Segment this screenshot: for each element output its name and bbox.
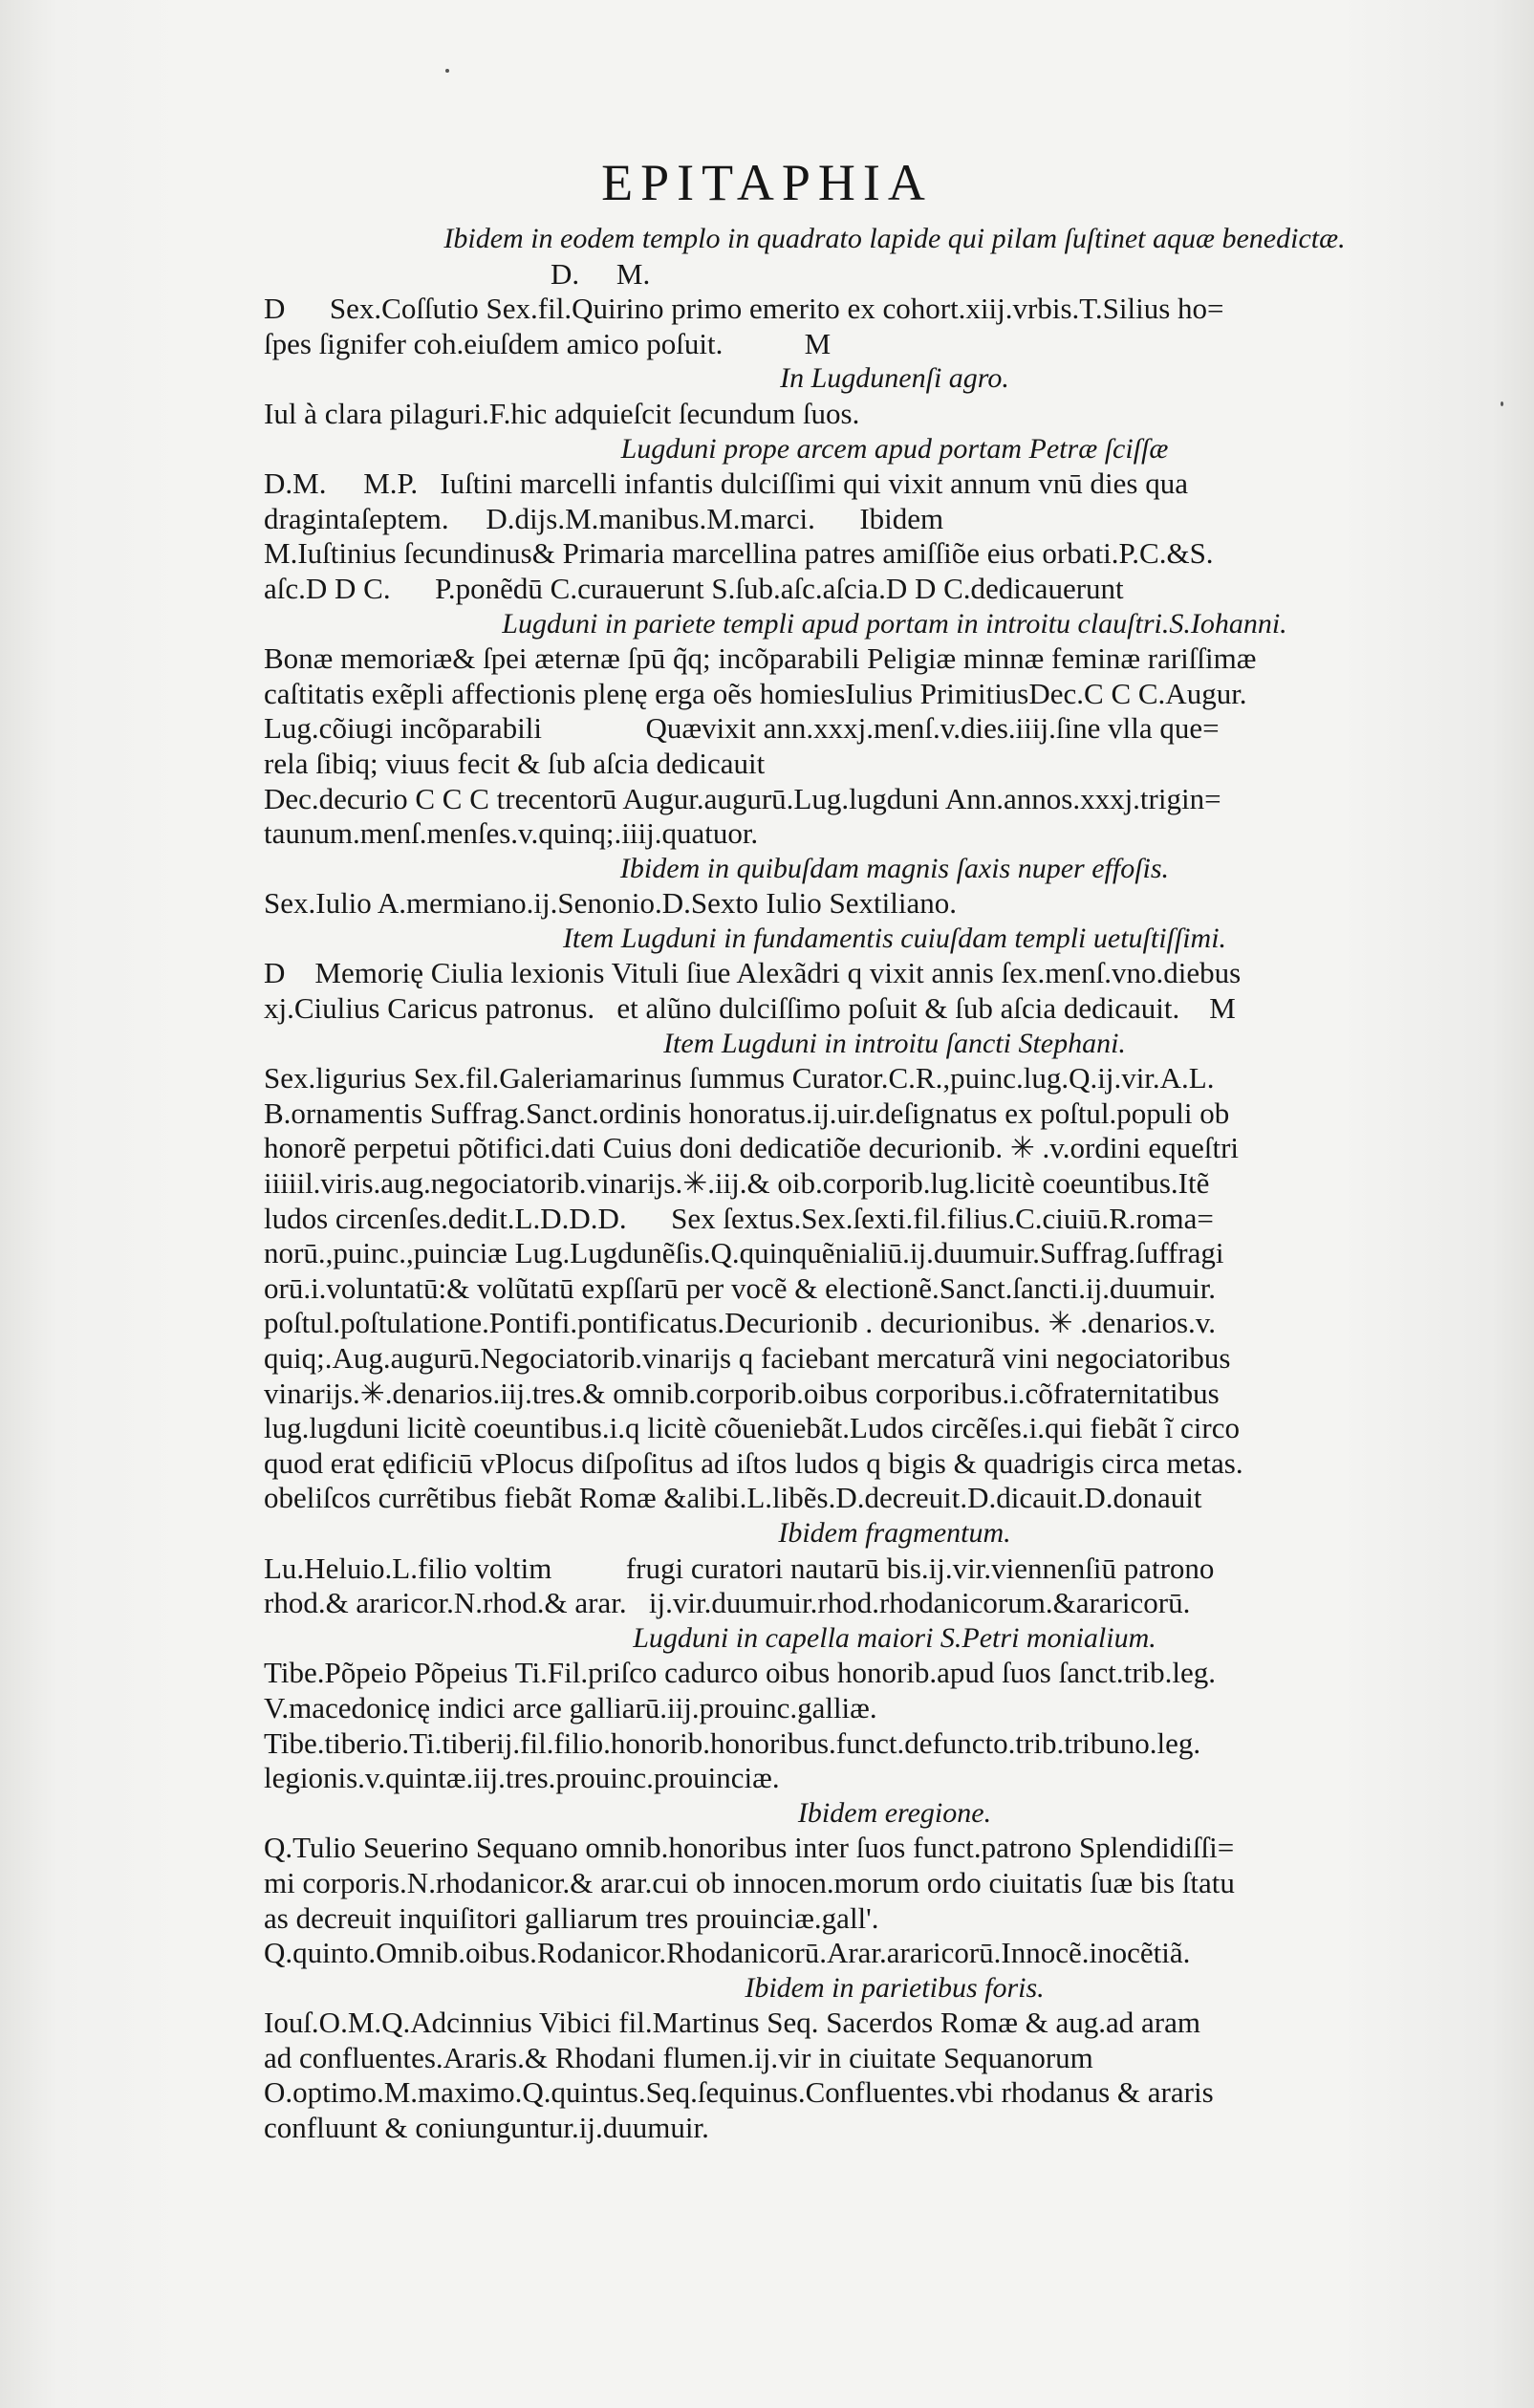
text-line: V.macedonicę indici arce galliarū.iij.prouinc.galliæ.	[264, 1690, 877, 1725]
text-line: B.ornamentis Suffrag.Sanct.ordinis honoratus.ij.uir.deſignatus ex poſtul.populi ob	[264, 1096, 1230, 1130]
text-line: Sex.Iulio A.mermiano.ij.Senonio.D.Sexto Iulio Sextiliano.	[264, 886, 958, 921]
text-line: norū.,puinc.,puinciæ Lug.Lugdunẽſis.Q.quinquẽnialiū.ij.duumuir.Suffrag.ſuffragi	[264, 1236, 1224, 1270]
text-line: ludos circenſes.dedit.L.D.D.D. Sex ſextus.Sex.ſexti.fil.filius.C.ciuiū.R.roma=	[264, 1201, 1214, 1235]
text-line: D Memorię Ciulia lexionis Vituli ſiue Alexãdri q vixit annis ſex.menſ.vno.diebus	[264, 956, 1242, 990]
text-line: quod erat ędificiū vPlocus diſpoſitus ad iſtos ludos q bigis & quadrigis circa metas.	[264, 1445, 1243, 1480]
epitaph-text-block	[264, 222, 1525, 2146]
text-line: obeliſcos currẽtibus fiebãt Romæ &alibi.L.libẽs.D.decreuit.D.dicauit.D.donauit	[264, 1481, 1202, 1515]
section-heading: Ibidem fragmentum.	[778, 1516, 1011, 1549]
text-line: iiiiil.viris.aug.negociatorib.vinarijs.✳.iij.& oib.corporib.lug.licitè coeuntibus.Itẽ	[264, 1166, 1210, 1201]
text-line: Iouſ.O.M.Q.Adcinnius Vibici fil.Martinus Seq. Sacerdos Romæ & aug.ad aram	[264, 2006, 1200, 2040]
text-line: orū.i.voluntatū:& volũtatū expſſarū per vocẽ & electionẽ.Sanct.ſancti.ij.duumuir.	[264, 1270, 1217, 1305]
text-line: vinarijs.✳.denarios.iij.tres.& omnib.corporib.oibus corporibus.i.cõfraternitatibus	[264, 1376, 1220, 1410]
section-heading: Lugduni in pariete templi apud portam in introitu clauſtri.S.Iohanni.	[502, 607, 1287, 640]
text-line: as decreuit inquiſitori galliarum tres prouinciæ.gall'.	[264, 1900, 879, 1935]
text-line: Tibe.tiberio.Ti.tiberij.fil.filio.honorib.honoribus.funct.defuncto.trib.tribuno.leg.	[264, 1725, 1201, 1760]
section-heading: Ibidem in quibuſdam magnis ſaxis nuper effoſis.	[619, 852, 1170, 884]
section-heading: Lugduni in capella maiori S.Petri monialium.	[633, 1621, 1156, 1654]
section-heading: Lugduni prope arcem apud portam Petræ ſciſſæ	[620, 432, 1169, 465]
text-line: Lug.cõiugi incõparabili Quævixit ann.xxxj.menſ.v.dies.iiij.ſine vlla que=	[264, 711, 1220, 746]
text-line: poſtul.poſtulatione.Pontifi.pontificatus.Decurionib . decurionibus. ✳ .denarios.v.	[264, 1306, 1216, 1340]
text-line: caſtitatis exẽpli affectionis plenę erga oẽs homiesIulius PrimitiusDec.C C C.Augur.	[264, 676, 1247, 710]
text-line: ſpes ſignifer coh.eiuſdem amico poſuit. M	[264, 326, 832, 360]
text-line: D Sex.Coſſutio Sex.fil.Quirino primo emerito ex cohort.xiij.vrbis.T.Silius ho=	[264, 292, 1224, 326]
text-line: D.M. M.P. Iuſtini marcelli infantis dulciſſimi qui vixit annum vnū dies qua	[264, 466, 1188, 501]
text-line: Dec.decurio C C C trecentorū Augur.augurū.Lug.lugduni Ann.annos.xxxj.trigin=	[264, 781, 1221, 815]
text-line: xj.Ciulius Caricus patronus. et alũno dulciſſimo poſuit & ſub aſcia dedicauit. M	[264, 991, 1236, 1026]
text-line: Tibe.Põpeio Põpeius Ti.Fil.priſco cadurco oibus honorib.apud ſuos ſanct.trib.leg.	[264, 1656, 1216, 1690]
text-line: Q.Tulio Seuerino Sequano omnib.honoribus inter ſuos funct.patrono Splendidiſſi=	[264, 1831, 1235, 1865]
text-line: honorẽ perpetui põtifici.dati Cuius doni dedicatiõe decurionib. ✳ .v.ordini equeſtri	[264, 1131, 1240, 1165]
text-line: rhod.& araricor.N.rhod.& arar. ij.vir.duumuir.rhod.rhodanicorum.&araricorū.	[264, 1586, 1191, 1620]
text-line: legionis.v.quintæ.iij.tres.prouinc.prouinciæ.	[264, 1761, 780, 1795]
text-line: lug.lugduni licitè coeuntibus.i.q licitè cõueniebãt.Ludos circẽſes.i.qui fiebãt ĩ circo	[264, 1411, 1240, 1445]
text-line: aſc.D D C. P.ponẽdū C.curauerunt S.ſub.aſc.aſcia.D D C.dedicauerunt	[264, 571, 1124, 605]
text-line: M.Iuſtinius ſecundinus& Primaria marcellina patres amiſſiõe eius orbati.P.C.&S.	[264, 536, 1214, 571]
text-line: Iul à clara pilaguri.F.hic adquieſcit ſecundum ſuos.	[264, 396, 860, 430]
text-line: Bonæ memoriæ& ſpei æternæ ſpū q̃q; incõparabili Peligiæ minnæ feminæ rariſſimæ	[264, 641, 1257, 676]
text-line: Q.quinto.Omnib.oibus.Rodanicor.Rhodanicorū.Arar.araricorū.Innocẽ.inocẽtiã.	[264, 1936, 1191, 1970]
page-header: EPITAPHIA	[601, 154, 933, 211]
text-line: D. M.	[551, 256, 651, 291]
section-heading: In Lugdunenſi agro.	[780, 362, 1009, 395]
text-line: rela ſibiq; viuus fecit & ſub aſcia dedicauit	[264, 746, 766, 780]
section-heading: Item Lugduni in introitu ſancti Stephani.	[663, 1027, 1126, 1059]
text-line: dragintaſeptem. D.dijs.M.manibus.M.marci. Ibidem	[264, 501, 944, 535]
section-heading: Ibidem in eodem templo in quadrato lapide qui pilam ſuſtinet aquæ benedictæ.	[443, 223, 1346, 254]
section-heading: Ibidem eregione.	[797, 1796, 992, 1829]
text-line: ad confluentes.Araris.& Rhodani flumen.ij.vir in ciuitate Sequanorum	[264, 2040, 1093, 2074]
text-line: quiq;.Aug.augurū.Negociatorib.vinarijs q faciebant mercaturã vini negociatoribus	[264, 1341, 1231, 1375]
section-heading: Item Lugduni in fundamentis cuiuſdam templi uetuſtiſſimi.	[562, 922, 1227, 954]
section-heading: Ibidem in parietibus foris.	[745, 1971, 1045, 2004]
text-line: Lu.Heluio.L.filio voltim frugi curatori nautarū bis.ij.vir.viennenſiū patrono	[264, 1551, 1215, 1585]
text-line: confluunt & coniunguntur.ij.duumuir.	[264, 2111, 709, 2145]
text-line: mi corporis.N.rhodanicor.& arar.cui ob innocen.morum ordo ciuitatis ſuæ bis ſtatu	[264, 1865, 1235, 1899]
text-line: O.optimo.M.maximo.Q.quintus.Seq.ſequinus.Confluentes.vbi rhodanus & araris	[264, 2075, 1214, 2110]
text-line: Sex.ligurius Sex.fil.Galeriamarinus ſummus Curator.C.R.,puinc.lug.Q.ij.vir.A.L.	[264, 1061, 1215, 1096]
ink-speck	[445, 69, 449, 73]
text-line: taunum.menſ.menſes.v.quinq;.iiij.quatuor.	[264, 816, 759, 851]
